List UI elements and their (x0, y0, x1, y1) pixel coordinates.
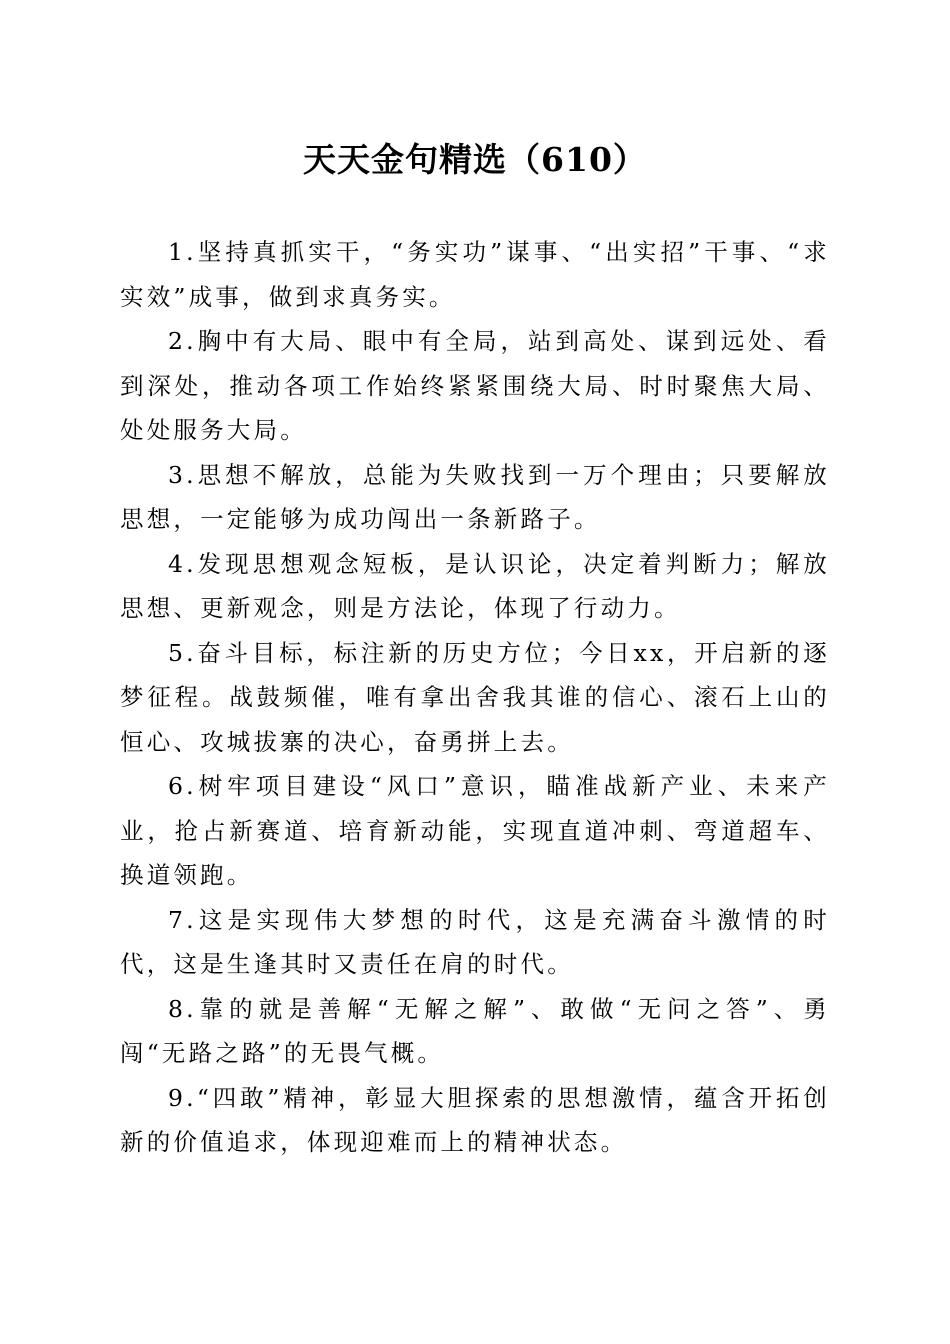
paragraph-2: 2.胸中有大局、眼中有全局，站到高处、谋到远处、看到深处，推动各项工作始终紧紧围绕大局、时时聚焦大局、处处服务大局。 (120, 327, 830, 444)
paragraph-9: 9.“四敢”精神，彰显大胆探索的思想激情，蕴含开拓创新的价值追求，体现迎难而上的精神状态。 (120, 1083, 830, 1156)
document-title: 天天金句精选（610） (303, 140, 647, 179)
paragraph-4: 4.发现思想观念短板，是认识论，决定着判断力；解放思想、更新观念，则是方法论，体现了行动力。 (120, 549, 830, 622)
document-body (120, 230, 830, 1165)
paragraph-6: 6.树牢项目建设“风口”意识，瞄准战新产业、未来产业，抢占新赛道、培育新动能，实现直道冲刺、弯道超车、换道领跑。 (120, 772, 830, 889)
paragraph-7: 7.这是实现伟大梦想的时代，这是充满奋斗激情的时代，这是生逢其时又责任在肩的时代。 (120, 905, 830, 978)
paragraph-8: 8.靠的就是善解“无解之解”、敢做“无问之答”、勇闯“无路之路”的无畏气概。 (120, 994, 830, 1067)
paragraph-1: 1.坚持真抓实干，“务实功”谋事、“出实招”干事、“求实效”成事，做到求真务实。 (120, 238, 830, 311)
paragraph-5: 5.奋斗目标，标注新的历史方位；今日xx，开启新的逐梦征程。战鼓频催，唯有拿出舍我其谁的信心、滚石上山的恒心、攻城拔寨的决心，奋勇拼上去。 (120, 638, 830, 756)
paragraph-3: 3.思想不解放，总能为失败找到一万个理由；只要解放思想，一定能够为成功闯出一条新路子。 (120, 460, 830, 533)
